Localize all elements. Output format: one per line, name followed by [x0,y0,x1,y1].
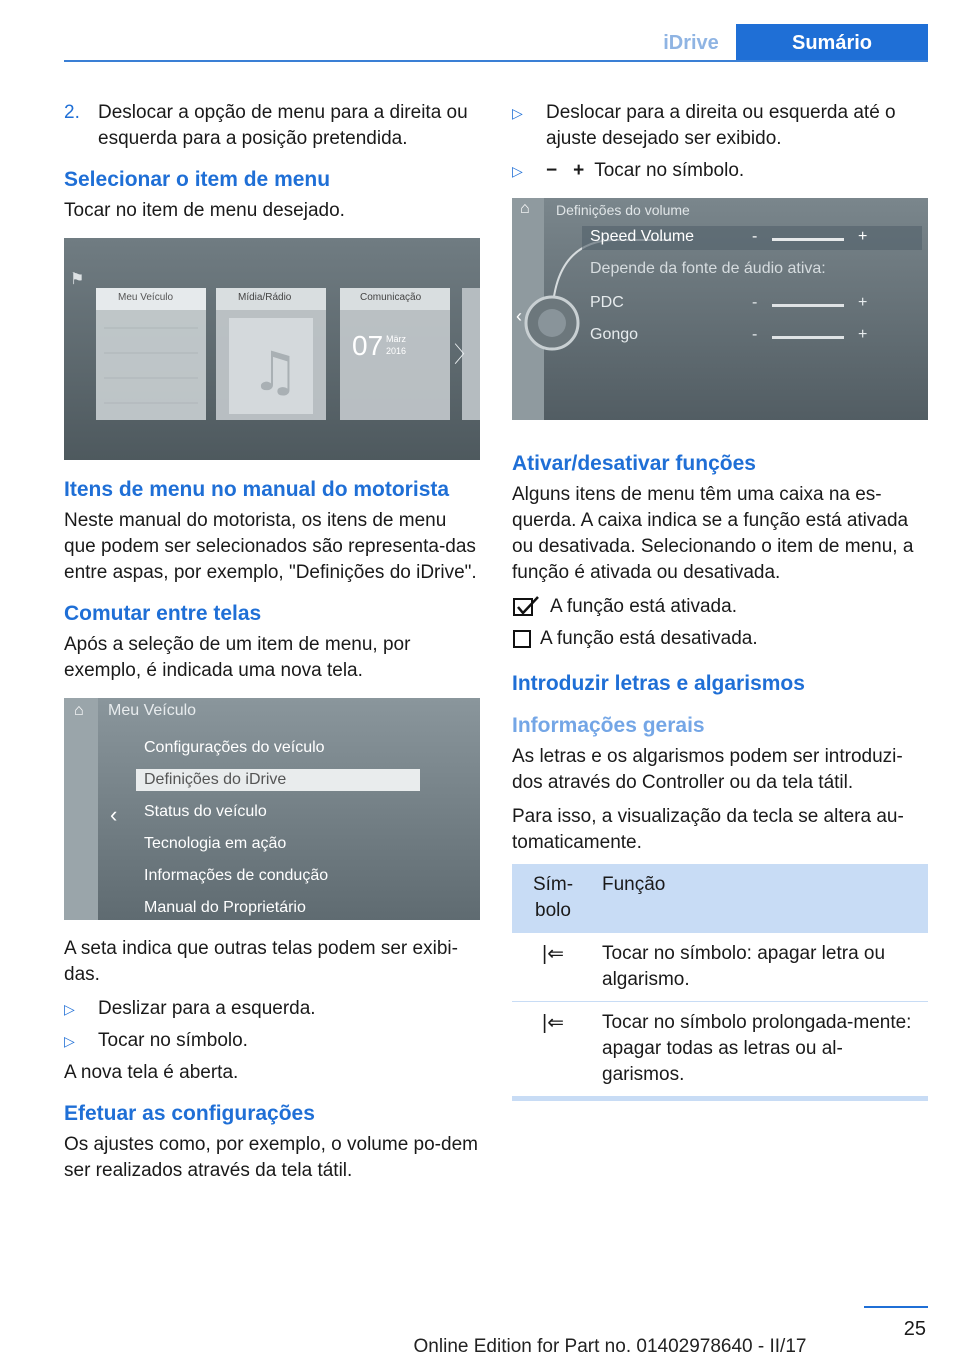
menu-list [136,732,420,924]
minus-button[interactable]: - [752,228,758,245]
para-arrow: A seta indica que outras telas podem ser exibi-das. [64,938,458,985]
tab-midia-radio[interactable]: Mídia/Rádio [238,292,292,303]
screenshot-volume-settings [512,198,928,420]
para-settings: Os ajustes como, por exemplo, o volume po-dem ser realizados através da tela tátil. [64,1134,478,1181]
side-strip [64,698,98,920]
date-year: 2016 [386,346,407,356]
menu-item[interactable]: Configurações do veículo [144,739,325,756]
col-symbol-header: Sím- bolo [512,864,594,933]
source-note: Depende da fonte de áudio ativa: [590,260,826,277]
row-label: Gongo [590,326,639,343]
checkbox-empty-icon [512,627,534,651]
checkbox-on-row [512,594,928,620]
volume-row[interactable] [590,326,920,348]
heading-select-item: Selecionar o item de menu [64,168,331,191]
para-info-2: Para isso, a visualização da tecla se altera au-tomaticamente. [512,806,904,853]
plus-button[interactable]: + [858,294,868,311]
menu-item[interactable]: Status do veículo [144,803,267,820]
row-text: Tocar no símbolo: apagar letra ou algarismo. [594,933,928,1002]
minus-icon: − [546,160,558,181]
page-number: 25 [903,1318,926,1340]
symbol-table [512,864,928,1101]
volume-slider[interactable] [772,336,844,339]
step-2 [64,100,480,152]
delete-icon: |⇐ [512,1002,594,1099]
volume-row[interactable] [590,228,920,250]
bullet-item [512,158,928,184]
screenshot-meu-veiculo [64,698,480,920]
bullet-marker: ▷ [64,1033,75,1049]
svg-text:⚑: ⚑ [70,269,85,288]
date-day: 07 [352,330,384,361]
date-month: März [386,334,406,344]
tab-comunicacao[interactable]: Comunicação [360,292,422,303]
heading-general-info: Informações gerais [512,714,705,737]
bullet-marker: ▷ [512,163,523,179]
bullet-text: Tocar no símbolo. [594,160,745,181]
heading-switch-screens: Comutar entre telas [64,602,262,625]
menu-item[interactable]: Tecnologia em ação [144,835,287,852]
para-toggle: Alguns itens de menu têm uma caixa na es-querda. A caixa indica se a função está ativada ou desativada. Selecionando o item de menu, a função é ativada ou desativada. [512,484,914,583]
bullet-text: Tocar no símbolo. [98,1030,248,1051]
para-select: Tocar no item de menu desejado. [64,200,345,221]
step-number: 2. [64,102,80,123]
table-header [512,864,928,933]
plus-button[interactable]: + [858,326,868,343]
para-new-screen: A nova tela é aberta. [64,1062,239,1083]
main-menu-graphic [64,238,480,460]
left-column [64,100,480,1192]
minus-button[interactable]: - [752,326,758,343]
heading-toggle-functions: Ativar/desativar funções [512,452,756,475]
volume-slider[interactable] [772,238,844,241]
tab-idrive[interactable]: iDrive [663,32,719,54]
bullet-item [64,1028,480,1054]
bullet-item [512,100,928,152]
edition-note: Online Edition for Part no. 01402978640 - II/17 [413,1336,807,1357]
bullet-marker: ▷ [64,1001,75,1017]
delete-icon: |⇐ [512,933,594,1002]
svg-text:♫: ♫ [251,340,300,403]
row-text: Tocar no símbolo prolongada-mente: apagar todas as letras ou al-garismos. [594,1002,928,1099]
volume-row[interactable] [590,294,920,316]
row-label: PDC [590,294,624,311]
plus-button[interactable]: + [858,228,868,245]
table-row [512,933,928,1002]
checkbox-checked-icon [512,595,542,619]
menu-item[interactable]: Manual do Proprietário [144,899,306,916]
menu-item-selected[interactable]: Definições do iDrive [136,769,420,791]
menu-item[interactable]: Informações de condução [144,867,329,884]
minus-button[interactable]: - [752,294,758,311]
chevron-left-icon[interactable]: ‹ [110,802,118,827]
bullet-item [64,996,480,1022]
home-icon[interactable]: ⌂ [74,702,84,719]
screen-title: Definições do volume [556,202,690,218]
volume-slider[interactable] [772,304,844,307]
bullet-text: Deslizar para a esquerda. [98,998,316,1019]
tab-summary[interactable]: Sumário [736,24,928,62]
heading-letters: Introduzir letras e algarismos [512,672,805,695]
home-icon[interactable]: ⌂ [520,200,530,217]
step-text: Deslocar a opção de menu para a direita ou esquerda para a posição pretendida. [98,102,468,149]
col-function-header: Função [594,864,928,933]
row-label: Speed Volume [590,228,695,245]
svg-text:〉: 〉 [454,343,477,368]
checkbox-off-row [512,626,928,652]
right-column [512,100,928,1101]
para-menu-items: Neste manual do motorista, os itens de menu que podem ser selecionados são representa-das entre aspas, por exemplo, "Definições do iDrive". [64,510,477,583]
header-divider [64,60,928,62]
para-switch: Após a seleção de um item de menu, por exemplo, é indicada uma nova tela. [64,634,411,681]
bullet-marker: ▷ [512,105,523,121]
plus-icon: + [573,160,585,181]
screenshot-main-menu [64,238,480,460]
bullet-text: Deslocar para a direita ou esquerda até o ajuste desejado ser exibido. [546,102,896,149]
tab-meu-veiculo[interactable]: Meu Veículo [118,292,174,303]
heading-menu-items: Itens de menu no manual do motorista [64,478,450,501]
heading-settings: Efetuar as configurações [64,1102,315,1125]
screen-title: Meu Veículo [108,702,197,719]
footer-divider [864,1306,928,1308]
off-text: A função está desativada. [540,628,758,649]
table-row [512,1002,928,1099]
on-text: A função está ativada. [550,596,737,617]
chevron-left-icon[interactable]: ‹ [516,306,522,326]
para-info-1: As letras e os algarismos podem ser introduzi-dos através do Controller ou da tela tátil. [512,746,903,793]
